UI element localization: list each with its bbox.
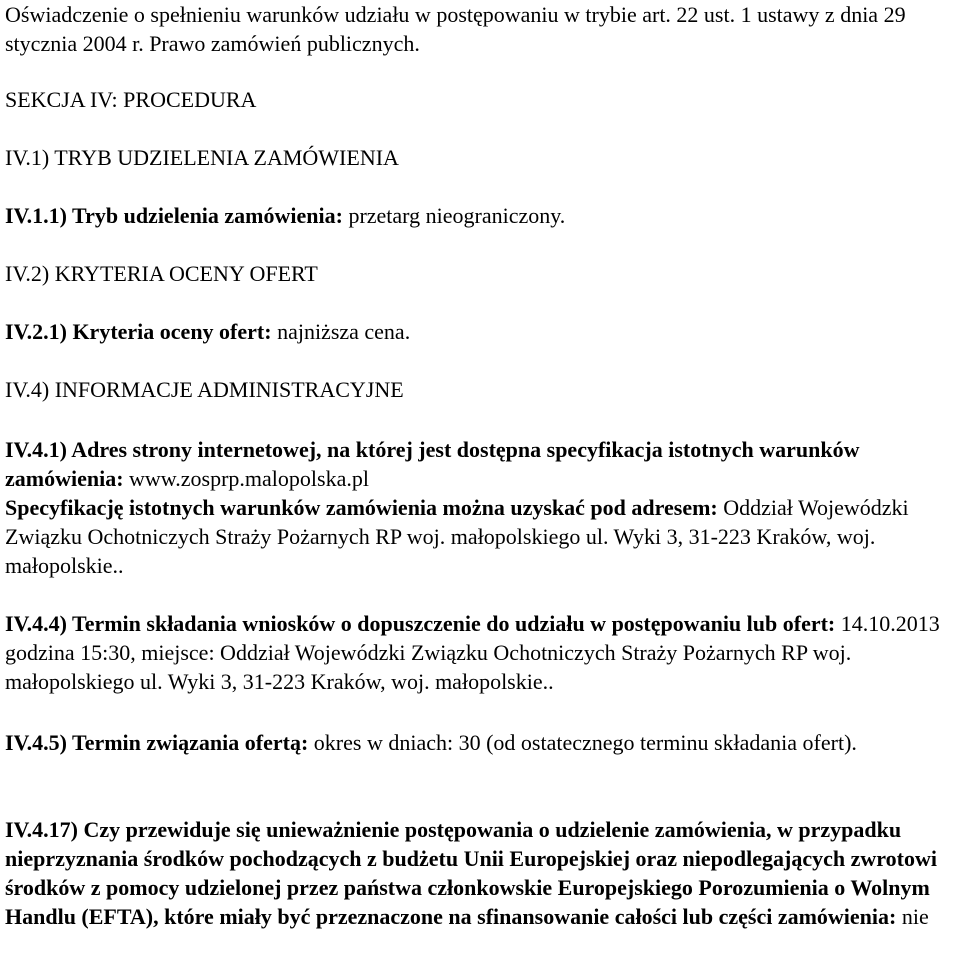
iv4-heading-text: IV.4) INFORMACJE ADMINISTRACYJNE [5, 377, 404, 402]
iv11-label: IV.1.1) Tryb udzielenia zamówienia: [5, 203, 343, 228]
iv41-item [5, 435, 955, 580]
section-title-text: SEKCJA IV: PROCEDURA [5, 87, 257, 112]
iv1-heading-text: IV.1) TRYB UDZIELENIA ZAMÓWIENIA [5, 145, 399, 170]
iv1-heading [5, 143, 955, 172]
intro-text: Oświadczenie o spełnieniu warunków udziału w postępowaniu w trybie art. 22 ust. 1 ustawy z dnia 29 stycznia 2004 r. Prawo zamówień publicznych. [5, 2, 906, 56]
iv21-value: najniższa cena. [271, 319, 411, 344]
intro-paragraph [5, 0, 955, 58]
iv2-heading-text: IV.2) KRYTERIA OCENY OFERT [5, 261, 318, 286]
iv44-label: IV.4.4) Termin składania wniosków o dopuszczenie do udziału w postępowaniu lub ofert: [5, 611, 836, 636]
iv4-heading [5, 375, 955, 404]
iv11-value: przetarg nieograniczony. [342, 203, 566, 228]
iv45-label: IV.4.5) Termin związania ofertą: [5, 730, 309, 755]
iv21-label: IV.2.1) Kryteria oceny ofert: [5, 319, 272, 344]
iv45-value: okres w dniach: 30 (od ostatecznego terminu składania ofert). [308, 730, 857, 755]
iv44-value: 14.10.2013 godzina 15:30, miejsce: Oddział Wojewódzki Związku Ochotniczych Straży Pożarnych RP woj. małopolskiego ul. Wyki 3, 31-223 Kraków, woj. małopolskie.. [5, 611, 940, 694]
iv41-value: www.zosprp.malopolska.pl [123, 466, 369, 491]
iv21-item [5, 317, 955, 346]
iv11-item [5, 201, 955, 230]
section-title [5, 85, 955, 114]
iv44-item [5, 609, 955, 696]
document-page [5, 0, 960, 960]
siwz-address-value: Oddział Wojewódzki Związku Ochotniczych Straży Pożarnych RP woj. małopolskiego ul. Wyki 3, 31-223 Kraków, woj. małopolskie.. [5, 495, 909, 578]
iv417-value: nie [896, 904, 929, 929]
iv45-item [5, 728, 955, 757]
iv2-heading [5, 259, 955, 288]
iv417-label: IV.4.17) Czy przewiduje się unieważnienie postępowania o udzielenie zamówienia, w przypadku nieprzyznania środków pochodzących z budżetu Unii Europejskiej oraz niepodlegających zwrotowi środków z pomocy udzielonej przez państwa członkowskie Europejskiego Porozumienia o Wolnym Handlu (EFTA), które miały być przeznaczone na sfinansowanie całości lub części zamówienia: [5, 817, 937, 929]
siwz-address-label: Specyfikację istotnych warunków zamówienia można uzyskać pod adresem: [5, 495, 718, 520]
iv417-item [5, 815, 955, 931]
iv41-label: IV.4.1) Adres strony internetowej, na której jest dostępna specyfikacja istotnych warunków zamówienia: [5, 437, 860, 491]
